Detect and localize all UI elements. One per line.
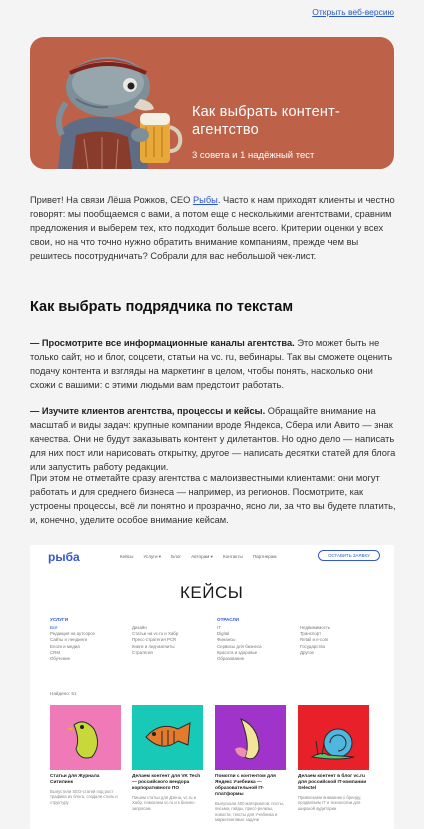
case-card xyxy=(215,705,286,823)
services-heading: УСЛУГИ xyxy=(50,617,69,622)
banana-bird-icon xyxy=(50,705,121,770)
fish-fossil-icon xyxy=(132,705,203,770)
nav-item-blog: Блог xyxy=(171,554,182,559)
industries-list-2 xyxy=(300,625,330,656)
case-card xyxy=(132,705,203,811)
filter-item: CRM xyxy=(50,649,60,655)
filter-item: Другое xyxy=(300,649,314,655)
note-text: При этом не отметайте сразу агентства с малоизвестными клиентами: они могут работать и для среднего бизнеса — например, из регионов. Посмотрите, как устроены процессы, всё ли понятно и прозрачно, ясно ли, за что вы будете платить, и, конечно, уделите особое внимание кейсам. xyxy=(30,473,396,525)
filter-item: Редакция на аутсорсе xyxy=(50,631,95,637)
intro-paragraph xyxy=(30,193,398,263)
case-card xyxy=(298,705,369,811)
case-description: Выпустили SEO-статей под рост трафика из блога, создали стиль и структуру xyxy=(50,789,118,805)
filter-item: Всё xyxy=(50,625,58,630)
tip-text: Обращайте внимание на масштаб и виды задач: крупные компании вроде Яндекса, Сбера или Авито — знак качества. Они не будут заказывать контент у дилетантов. Но одно дело — написать для них пост или нарисовать открытку, другое — написать десятки статей для блога или запустить работу редакции. xyxy=(30,406,396,472)
site-nav xyxy=(120,554,277,560)
filter-item: Недвижимость xyxy=(300,625,331,630)
filter-item: Digital xyxy=(217,631,230,637)
filter-item: Пресс-стратегия PCR xyxy=(132,637,177,643)
site-logo: рыба xyxy=(48,550,80,564)
case-title: Делаем контент для VK Tech — российского вендора корпоративного ПО xyxy=(132,774,201,791)
hero-title: Как выбрать контент-агентство xyxy=(192,104,340,138)
tip-lead: — Просмотрите все информационные каналы агентства. xyxy=(30,338,295,348)
industries-heading: ОТРАСЛИ xyxy=(217,617,239,622)
snail-icon xyxy=(298,705,369,770)
company-link[interactable]: Рыбы xyxy=(192,195,218,205)
filter-item: Стратегия xyxy=(132,649,153,655)
nav-item-contacts: Контакты xyxy=(222,554,243,559)
hero-banner xyxy=(30,37,394,169)
nav-item-services: Услуги ▾ xyxy=(143,554,162,559)
nav-item-authors: Авторам ▾ xyxy=(191,554,213,559)
filter-item: Государство xyxy=(300,643,326,649)
filter-item: Дизайн xyxy=(132,625,147,630)
tip-text: Это может быть не только сайт, но и блог, соцсети, статьи на vc. ru, вебинары. Так вы сможете оценить подачу контента и взгляды на маркетинг в целом, чтобы понять, насколько они схожи с вашими: с этими людьми вам предстоит работать. xyxy=(30,338,393,390)
filter-item: Сервисы для бизнеса xyxy=(217,643,262,649)
request-button: ОСТАВИТЬ ЗАЯВКУ xyxy=(318,550,380,561)
note-paragraph xyxy=(30,471,398,527)
nav-item-partners: Партнерам xyxy=(252,554,277,559)
filter-item: Образование xyxy=(217,656,245,662)
cases-page-screenshot[interactable] xyxy=(30,545,394,829)
intro-text-end: . Часто к нам приходят клиенты и честно говорят: мы пообщаемся с вами, а потом еще с несколькими агентствами, сравним предложения и выберем тех, кто подходит больше всего. Критерии оценки у всех свои, но на что точно нужно обратить внимание компаниям, прежде чем вы решитесь посотрудничать? Собрали для вас небольшой чек-лист. xyxy=(30,195,395,261)
filter-item: Блоги и медиа xyxy=(50,643,80,649)
tip-lead: — Изучите клиентов агентства, процессы и кейсы. xyxy=(30,406,266,416)
filter-item: Транспорт xyxy=(300,631,322,637)
banana-icon xyxy=(215,705,286,770)
case-title: Помогли с контентом для Яндекс Учебника — образовательной IT-платформы xyxy=(215,774,276,797)
case-title: Делаем контент в блог vc.ru для российской IT-компании Selectel xyxy=(298,774,367,791)
filter-item: Финансы xyxy=(217,637,236,643)
services-list xyxy=(50,625,95,662)
filter-item: Обучение xyxy=(50,656,71,662)
web-version-link[interactable]: Открыть веб-версию xyxy=(312,7,394,17)
fish-with-beer-illustration xyxy=(36,43,186,169)
case-description: Привлекаем внимание к бренду, продвигаем IT и технологии для широкой аудитории xyxy=(298,795,362,811)
results-count: Найдено: 51 xyxy=(50,691,77,696)
case-title: Статьи для Журнала Ситилинк xyxy=(50,774,100,785)
case-description: Пишем статьи для Дзена, vc.ru и Хабр, помогаем vc.ru и к бизнес-запросам xyxy=(132,795,196,811)
filter-item: Retail и e-com xyxy=(300,637,329,643)
industries-list xyxy=(217,625,262,662)
services-list-2 xyxy=(132,625,178,656)
cases-heading: КЕЙСЫ xyxy=(180,583,244,602)
filter-item: Сайты и лендинги xyxy=(50,637,88,643)
filter-item: IT xyxy=(217,625,221,630)
section-title: Как выбрать подрядчика по текстам xyxy=(30,299,294,315)
filter-item: Статьи на vc.ru и Хабр xyxy=(132,631,179,637)
tip-paragraph xyxy=(30,336,398,392)
filter-item: Книги и лид-магниты xyxy=(132,643,175,649)
nav-item-cases: Кейсы xyxy=(120,554,134,559)
tip-paragraph xyxy=(30,404,398,474)
case-description: Выпускали 400 материалов: посты, письма, гайды, пресс-релизы, новости, тексты для Учебника и маркетинговые задачи xyxy=(215,801,285,823)
case-card xyxy=(50,705,121,805)
intro-text-start: Привет! На связи Лёша Рожков, CEO xyxy=(30,195,193,205)
filter-item: Красота и здоровье xyxy=(217,649,258,655)
hero-subtitle: 3 совета и 1 надёжный тест xyxy=(192,150,315,161)
